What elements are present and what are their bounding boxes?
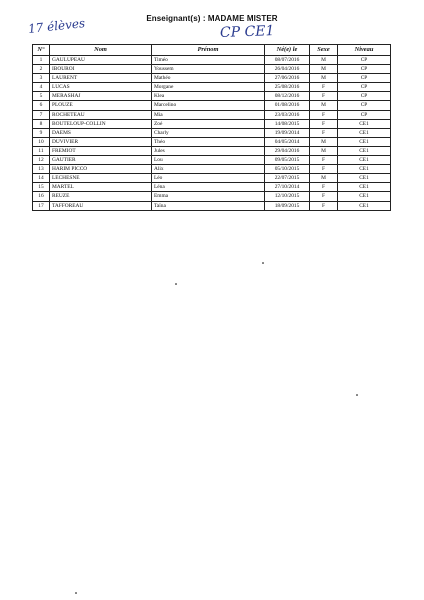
student-level: CE1 <box>338 128 391 137</box>
student-number: 17 <box>33 201 50 210</box>
scan-speck <box>356 394 358 396</box>
student-number: 8 <box>33 119 50 128</box>
table-row <box>33 156 391 165</box>
student-level: CE1 <box>338 201 391 210</box>
student-last-name: TAFFOREAU <box>50 201 152 210</box>
student-last-name: BOUTELOUP-COLLIN <box>50 119 152 128</box>
student-first-name: Mathéo <box>152 74 265 83</box>
student-sex: M <box>310 174 338 183</box>
student-sex: F <box>310 110 338 119</box>
student-level: CE1 <box>338 174 391 183</box>
student-last-name: REUZE <box>50 192 152 201</box>
student-birth-date: 27/06/2016 <box>265 74 310 83</box>
student-first-name: Klea <box>152 92 265 101</box>
student-birth-date: 01/08/2016 <box>265 101 310 110</box>
student-number: 16 <box>33 192 50 201</box>
student-last-name: LAURENT <box>50 74 152 83</box>
student-first-name: Mia <box>152 110 265 119</box>
student-number: 12 <box>33 156 50 165</box>
table-row <box>33 174 391 183</box>
page-title: Enseignant(s) : MADAME MISTER <box>146 14 278 23</box>
student-level: CP <box>338 92 391 101</box>
table-row <box>33 110 391 119</box>
student-last-name: DAEMS <box>50 128 152 137</box>
student-sex: M <box>310 101 338 110</box>
student-sex: M <box>310 65 338 74</box>
student-sex: F <box>310 201 338 210</box>
student-sex: F <box>310 192 338 201</box>
student-sex: F <box>310 156 338 165</box>
student-level: CP <box>338 74 391 83</box>
student-level: CE1 <box>338 165 391 174</box>
student-number: 6 <box>33 101 50 110</box>
student-level: CP <box>338 101 391 110</box>
student-sex: F <box>310 165 338 174</box>
student-last-name: LECHESNE <box>50 174 152 183</box>
student-first-name: Youssem <box>152 65 265 74</box>
table-row <box>33 128 391 137</box>
student-sex: F <box>310 119 338 128</box>
student-sex: M <box>310 137 338 146</box>
student-birth-date: 09/05/2015 <box>265 156 310 165</box>
table-row <box>33 119 391 128</box>
student-table <box>32 44 391 211</box>
table-body <box>33 56 391 211</box>
student-number: 1 <box>33 56 50 65</box>
student-number: 4 <box>33 83 50 92</box>
student-first-name: Morgane <box>152 83 265 92</box>
student-sex: F <box>310 92 338 101</box>
table-row <box>33 83 391 92</box>
student-birth-date: 27/10/2014 <box>265 183 310 192</box>
student-last-name: DUVIVIER <box>50 137 152 146</box>
student-last-name: FREMIOT <box>50 146 152 155</box>
column-header-birth-date: Né(e) le <box>265 45 310 56</box>
student-birth-date: 12/10/2015 <box>265 192 310 201</box>
student-first-name: Léna <box>152 183 265 192</box>
student-first-name: Emma <box>152 192 265 201</box>
student-level: CE1 <box>338 156 391 165</box>
student-number: 13 <box>33 165 50 174</box>
table-row <box>33 192 391 201</box>
student-level: CE1 <box>338 183 391 192</box>
student-level: CP <box>338 56 391 65</box>
student-last-name: GAUTIER <box>50 156 152 165</box>
student-birth-date: 04/05/2014 <box>265 137 310 146</box>
student-first-name: Zoé <box>152 119 265 128</box>
table-row <box>33 137 391 146</box>
student-first-name: Timéo <box>152 56 265 65</box>
student-last-name: GAULUPEAU <box>50 56 152 65</box>
student-first-name: Marcelino <box>152 101 265 110</box>
student-level: CE1 <box>338 192 391 201</box>
student-number: 5 <box>33 92 50 101</box>
student-last-name: PLOUZE <box>50 101 152 110</box>
student-first-name: Théo <box>152 137 265 146</box>
student-sex: M <box>310 146 338 155</box>
student-sex: M <box>310 74 338 83</box>
student-first-name: Alix <box>152 165 265 174</box>
student-level: CP <box>338 83 391 92</box>
column-header-first-name: Prénom <box>152 45 265 56</box>
student-number: 9 <box>33 128 50 137</box>
scan-speck <box>75 592 77 594</box>
column-header-number: N° <box>33 45 50 56</box>
student-level: CP <box>338 110 391 119</box>
student-first-name: Taïna <box>152 201 265 210</box>
student-level: CP <box>338 65 391 74</box>
student-birth-date: 26/04/2016 <box>265 65 310 74</box>
student-birth-date: 19/09/2014 <box>265 128 310 137</box>
student-number: 11 <box>33 146 50 155</box>
student-sex: F <box>310 83 338 92</box>
column-header-sex: Sexe <box>310 45 338 56</box>
student-number: 10 <box>33 137 50 146</box>
column-header-last-name: Nom <box>50 45 152 56</box>
student-number: 7 <box>33 110 50 119</box>
table-row <box>33 74 391 83</box>
student-last-name: HARIM PICCO <box>50 165 152 174</box>
student-number: 15 <box>33 183 50 192</box>
student-level: CE1 <box>338 146 391 155</box>
student-number: 14 <box>33 174 50 183</box>
table-row <box>33 65 391 74</box>
student-sex: F <box>310 183 338 192</box>
table-row <box>33 165 391 174</box>
column-header-level: Niveau <box>338 45 391 56</box>
student-birth-date: 29/04/2016 <box>265 146 310 155</box>
student-last-name: IBOUROI <box>50 65 152 74</box>
student-number: 2 <box>33 65 50 74</box>
table-row <box>33 92 391 101</box>
table-header-row <box>33 45 391 56</box>
student-last-name: LUCAS <box>50 83 152 92</box>
student-birth-date: 05/10/2015 <box>265 165 310 174</box>
student-birth-date: 08/12/2016 <box>265 92 310 101</box>
student-sex: F <box>310 128 338 137</box>
table-row <box>33 146 391 155</box>
student-birth-date: 22/07/2015 <box>265 174 310 183</box>
scan-speck <box>262 262 264 264</box>
student-birth-date: 25/08/2016 <box>265 83 310 92</box>
student-last-name: ROCHETEAU <box>50 110 152 119</box>
table-row <box>33 201 391 210</box>
student-first-name: Léo <box>152 174 265 183</box>
scan-speck <box>175 283 177 285</box>
student-sex: M <box>310 56 338 65</box>
student-level: CE1 <box>338 119 391 128</box>
student-first-name: Lou <box>152 156 265 165</box>
student-last-name: MARTEL <box>50 183 152 192</box>
table-row <box>33 101 391 110</box>
student-birth-date: 14/08/2015 <box>265 119 310 128</box>
student-first-name: Jules <box>152 146 265 155</box>
handwritten-student-count: 17 élèves <box>27 16 86 36</box>
student-birth-date: 23/03/2016 <box>265 110 310 119</box>
student-birth-date: 08/07/2016 <box>265 56 310 65</box>
table-row <box>33 56 391 65</box>
student-first-name: Charly <box>152 128 265 137</box>
student-last-name: MERASHAJ <box>50 92 152 101</box>
handwritten-class-levels: CP CE1 <box>219 23 275 41</box>
student-level: CE1 <box>338 137 391 146</box>
table-row <box>33 183 391 192</box>
student-number: 3 <box>33 74 50 83</box>
student-birth-date: 18/09/2015 <box>265 201 310 210</box>
